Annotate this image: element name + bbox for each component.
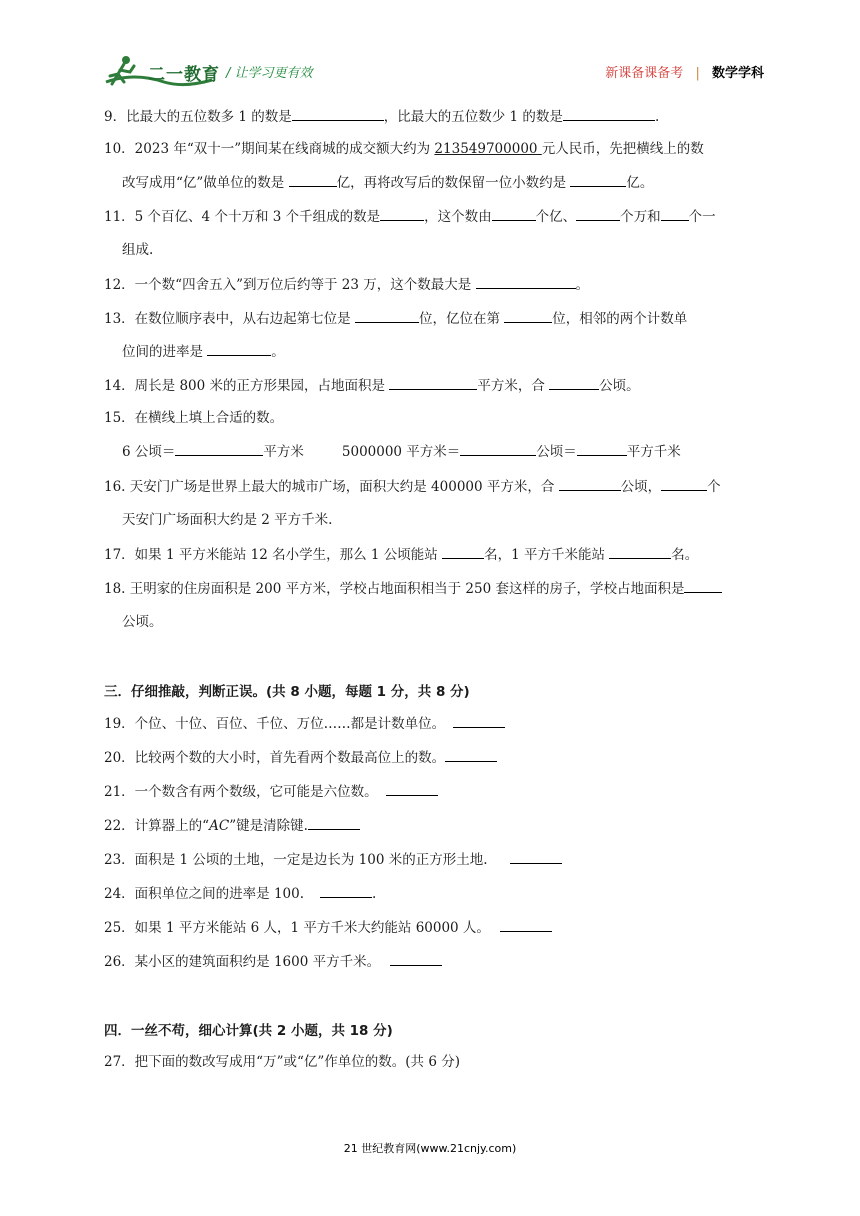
answer-blank[interactable] xyxy=(576,206,620,221)
question-15-line2 xyxy=(122,441,681,462)
q21-text: 21．一个数含有两个数级，它可能是六位数。 xyxy=(104,784,378,800)
q15-text-f: 平方千米 xyxy=(626,444,681,460)
question-16-line2 xyxy=(122,510,332,530)
question-18-line2 xyxy=(122,612,163,632)
q10-text-d: 亿，再将改写后的数保留一位小数约是 xyxy=(336,175,571,191)
q9-text-b: ，比最大的五位数少 1 的数是 xyxy=(383,109,563,125)
answer-blank[interactable] xyxy=(390,951,442,966)
answer-blank[interactable] xyxy=(389,375,477,390)
q27-text: 27．把下面的数改写成用“万”或“亿”作单位的数。(共 6 分) xyxy=(104,1054,460,1070)
question-17 xyxy=(104,544,698,565)
page-footer: 21 世纪教育网(www.21cnjy.com) xyxy=(343,1142,517,1155)
q10-text-c: 改写成用“亿”做单位的数是 xyxy=(122,175,289,191)
q15-text-a: 15．在横线上填上合适的数。 xyxy=(104,410,284,426)
answer-blank[interactable] xyxy=(292,106,384,121)
q16-text-a: 16. 天安门广场是世界上最大的城市广场，面积大约是 400000 平方米，合 xyxy=(104,479,559,495)
q14-text-c: 公顷。 xyxy=(599,378,640,394)
question-27 xyxy=(104,1052,460,1072)
question-26 xyxy=(104,951,442,972)
answer-blank[interactable] xyxy=(445,747,497,762)
answer-blank[interactable] xyxy=(175,441,263,456)
q24-text-b: . xyxy=(372,886,377,902)
answer-blank[interactable] xyxy=(289,172,337,187)
answer-blank[interactable] xyxy=(504,308,552,323)
answer-blank[interactable] xyxy=(549,375,599,390)
answer-blank[interactable] xyxy=(355,308,419,323)
answer-blank[interactable] xyxy=(563,106,655,121)
answer-blank[interactable] xyxy=(207,341,271,356)
header-slogan: / 让学习更有效 xyxy=(226,66,313,81)
answer-blank[interactable] xyxy=(460,441,536,456)
question-20 xyxy=(104,747,497,768)
question-9 xyxy=(104,106,659,127)
q11-text-c: 个亿、 xyxy=(535,209,577,225)
q15-text-d: 5000000 平方米＝ xyxy=(341,444,461,460)
header-subject: 数学学科 xyxy=(711,66,764,81)
question-25 xyxy=(104,917,552,938)
q17-text-a: 17．如果 1 平方米能站 12 名小学生，那么 1 公顷能站 xyxy=(104,547,443,563)
question-11 xyxy=(104,206,716,227)
answer-blank[interactable] xyxy=(453,713,505,728)
question-13-line2 xyxy=(122,341,285,362)
question-10-line2 xyxy=(122,172,653,193)
question-22 xyxy=(104,815,360,836)
question-21 xyxy=(104,781,438,802)
q19-text: 19．个位、十位、百位、千位、万位……都是计数单位。 xyxy=(104,716,446,732)
q16-text-d: 天安门广场面积大约是 2 平方千米. xyxy=(122,512,333,528)
q24-text-a: 24．面积单位之间的进率是 100. xyxy=(104,886,305,902)
q12-text-b: 。 xyxy=(575,277,590,293)
answer-blank[interactable] xyxy=(476,274,576,289)
answer-blank[interactable] xyxy=(661,206,689,221)
page-header xyxy=(0,0,860,100)
question-12 xyxy=(104,274,589,295)
q26-text: 26．某小区的建筑面积约是 1600 平方千米。 xyxy=(104,954,381,970)
answer-blank[interactable] xyxy=(308,815,360,830)
q13-text-a: 13．在数位顺序表中，从右边起第七位是 xyxy=(104,311,355,327)
q13-text-b: 位，亿位在第 xyxy=(418,311,505,327)
answer-blank[interactable] xyxy=(386,781,438,796)
header-right xyxy=(605,62,764,81)
section-4-heading: 四．一丝不苟，细心计算(共 2 小题，共 18 分) xyxy=(104,1023,393,1039)
q15-text-b: 6 公顷＝ xyxy=(122,444,176,460)
answer-blank[interactable] xyxy=(559,476,621,491)
q18-text-a: 18. 王明家的住房面积是 200 平方米，学校占地面积相当于 250 套这样的房子，学校占地面积是 xyxy=(104,581,685,597)
header-separator: | xyxy=(695,66,700,81)
answer-blank[interactable] xyxy=(577,441,627,456)
q23-text: 23．面积是 1 公顷的土地，一定是边长为 100 米的正方形土地. xyxy=(104,852,488,868)
q17-text-b: 名，1 平方千米能站 xyxy=(484,547,610,563)
question-10 xyxy=(104,139,704,159)
question-14 xyxy=(104,375,640,396)
q11-text-f: 组成. xyxy=(122,242,154,258)
answer-blank[interactable] xyxy=(500,917,552,932)
q10-underlined-number: 213549700000 xyxy=(434,141,542,157)
answer-blank[interactable] xyxy=(492,206,536,221)
q12-text-a: 12．一个数“四舍五入”到万位后约等于 23 万，这个数最大是 xyxy=(104,277,476,293)
answer-blank[interactable] xyxy=(609,544,671,559)
answer-blank[interactable] xyxy=(442,544,484,559)
answer-blank[interactable] xyxy=(510,849,562,864)
q15-text-e: 公顷＝ xyxy=(536,444,577,460)
answer-blank[interactable] xyxy=(661,476,707,491)
q11-text-b: ，这个数由 xyxy=(424,209,492,225)
q18-text-b: 公顷。 xyxy=(122,614,163,630)
q11-text-e: 个一 xyxy=(688,209,716,225)
question-15 xyxy=(104,408,283,428)
question-24 xyxy=(104,883,376,904)
q9-text-c: . xyxy=(654,109,660,125)
q11-text-d: 个万和 xyxy=(620,209,661,225)
q16-text-b: 公顷， xyxy=(620,479,662,495)
q22-text-a: 22．计算器上的“ xyxy=(104,818,210,834)
q17-text-c: 名。 xyxy=(671,547,699,563)
question-13 xyxy=(104,308,687,329)
question-19 xyxy=(104,713,505,734)
answer-blank[interactable] xyxy=(380,206,424,221)
question-23 xyxy=(104,849,562,870)
question-11-line2 xyxy=(122,240,153,260)
q20-text: 20．比较两个数的大小时，首先看两个数最高位上的数。 xyxy=(104,750,446,766)
answer-blank[interactable] xyxy=(570,172,626,187)
q10-text-a: 10．2023 年“双十一”期间某在线商城的成交额大约为 xyxy=(104,141,435,157)
q10-text-e: 亿。 xyxy=(626,175,654,191)
q14-text-b: 平方米，合 xyxy=(477,378,550,394)
q13-text-e: 。 xyxy=(271,344,285,360)
logo-text: 二一教育 xyxy=(148,65,220,85)
q13-text-d: 位间的进率是 xyxy=(122,344,208,360)
q13-text-c: 位，相邻的两个计数单 xyxy=(552,311,688,327)
q9-text-a: 9．比最大的五位数多 1 的数是 xyxy=(104,109,292,125)
q22-key-ac: AC xyxy=(209,818,230,834)
answer-blank[interactable] xyxy=(684,578,722,593)
q14-text-a: 14．周长是 800 米的正方形果园，占地面积是 xyxy=(104,378,390,394)
section-3-heading: 三．仔细推敲，判断正误。(共 8 小题，每题 1 分，共 8 分) xyxy=(104,684,470,700)
q25-text: 25．如果 1 平方米能站 6 人，1 平方千米大约能站 60000 人。 xyxy=(104,920,490,936)
answer-blank[interactable] xyxy=(320,883,372,898)
q10-text-b: 元人民币，先把横线上的数 xyxy=(541,141,704,157)
question-16 xyxy=(104,476,721,497)
q15-text-c: 平方米 xyxy=(263,444,304,460)
question-18 xyxy=(104,578,722,599)
q11-text-a: 11．5 个百亿、4 个十万和 3 个千组成的数是 xyxy=(104,209,381,225)
header-course: 新课备课备考 xyxy=(605,66,684,81)
q22-text-c: ”键是清除键. xyxy=(229,818,308,834)
q16-text-c: 个 xyxy=(707,479,721,495)
